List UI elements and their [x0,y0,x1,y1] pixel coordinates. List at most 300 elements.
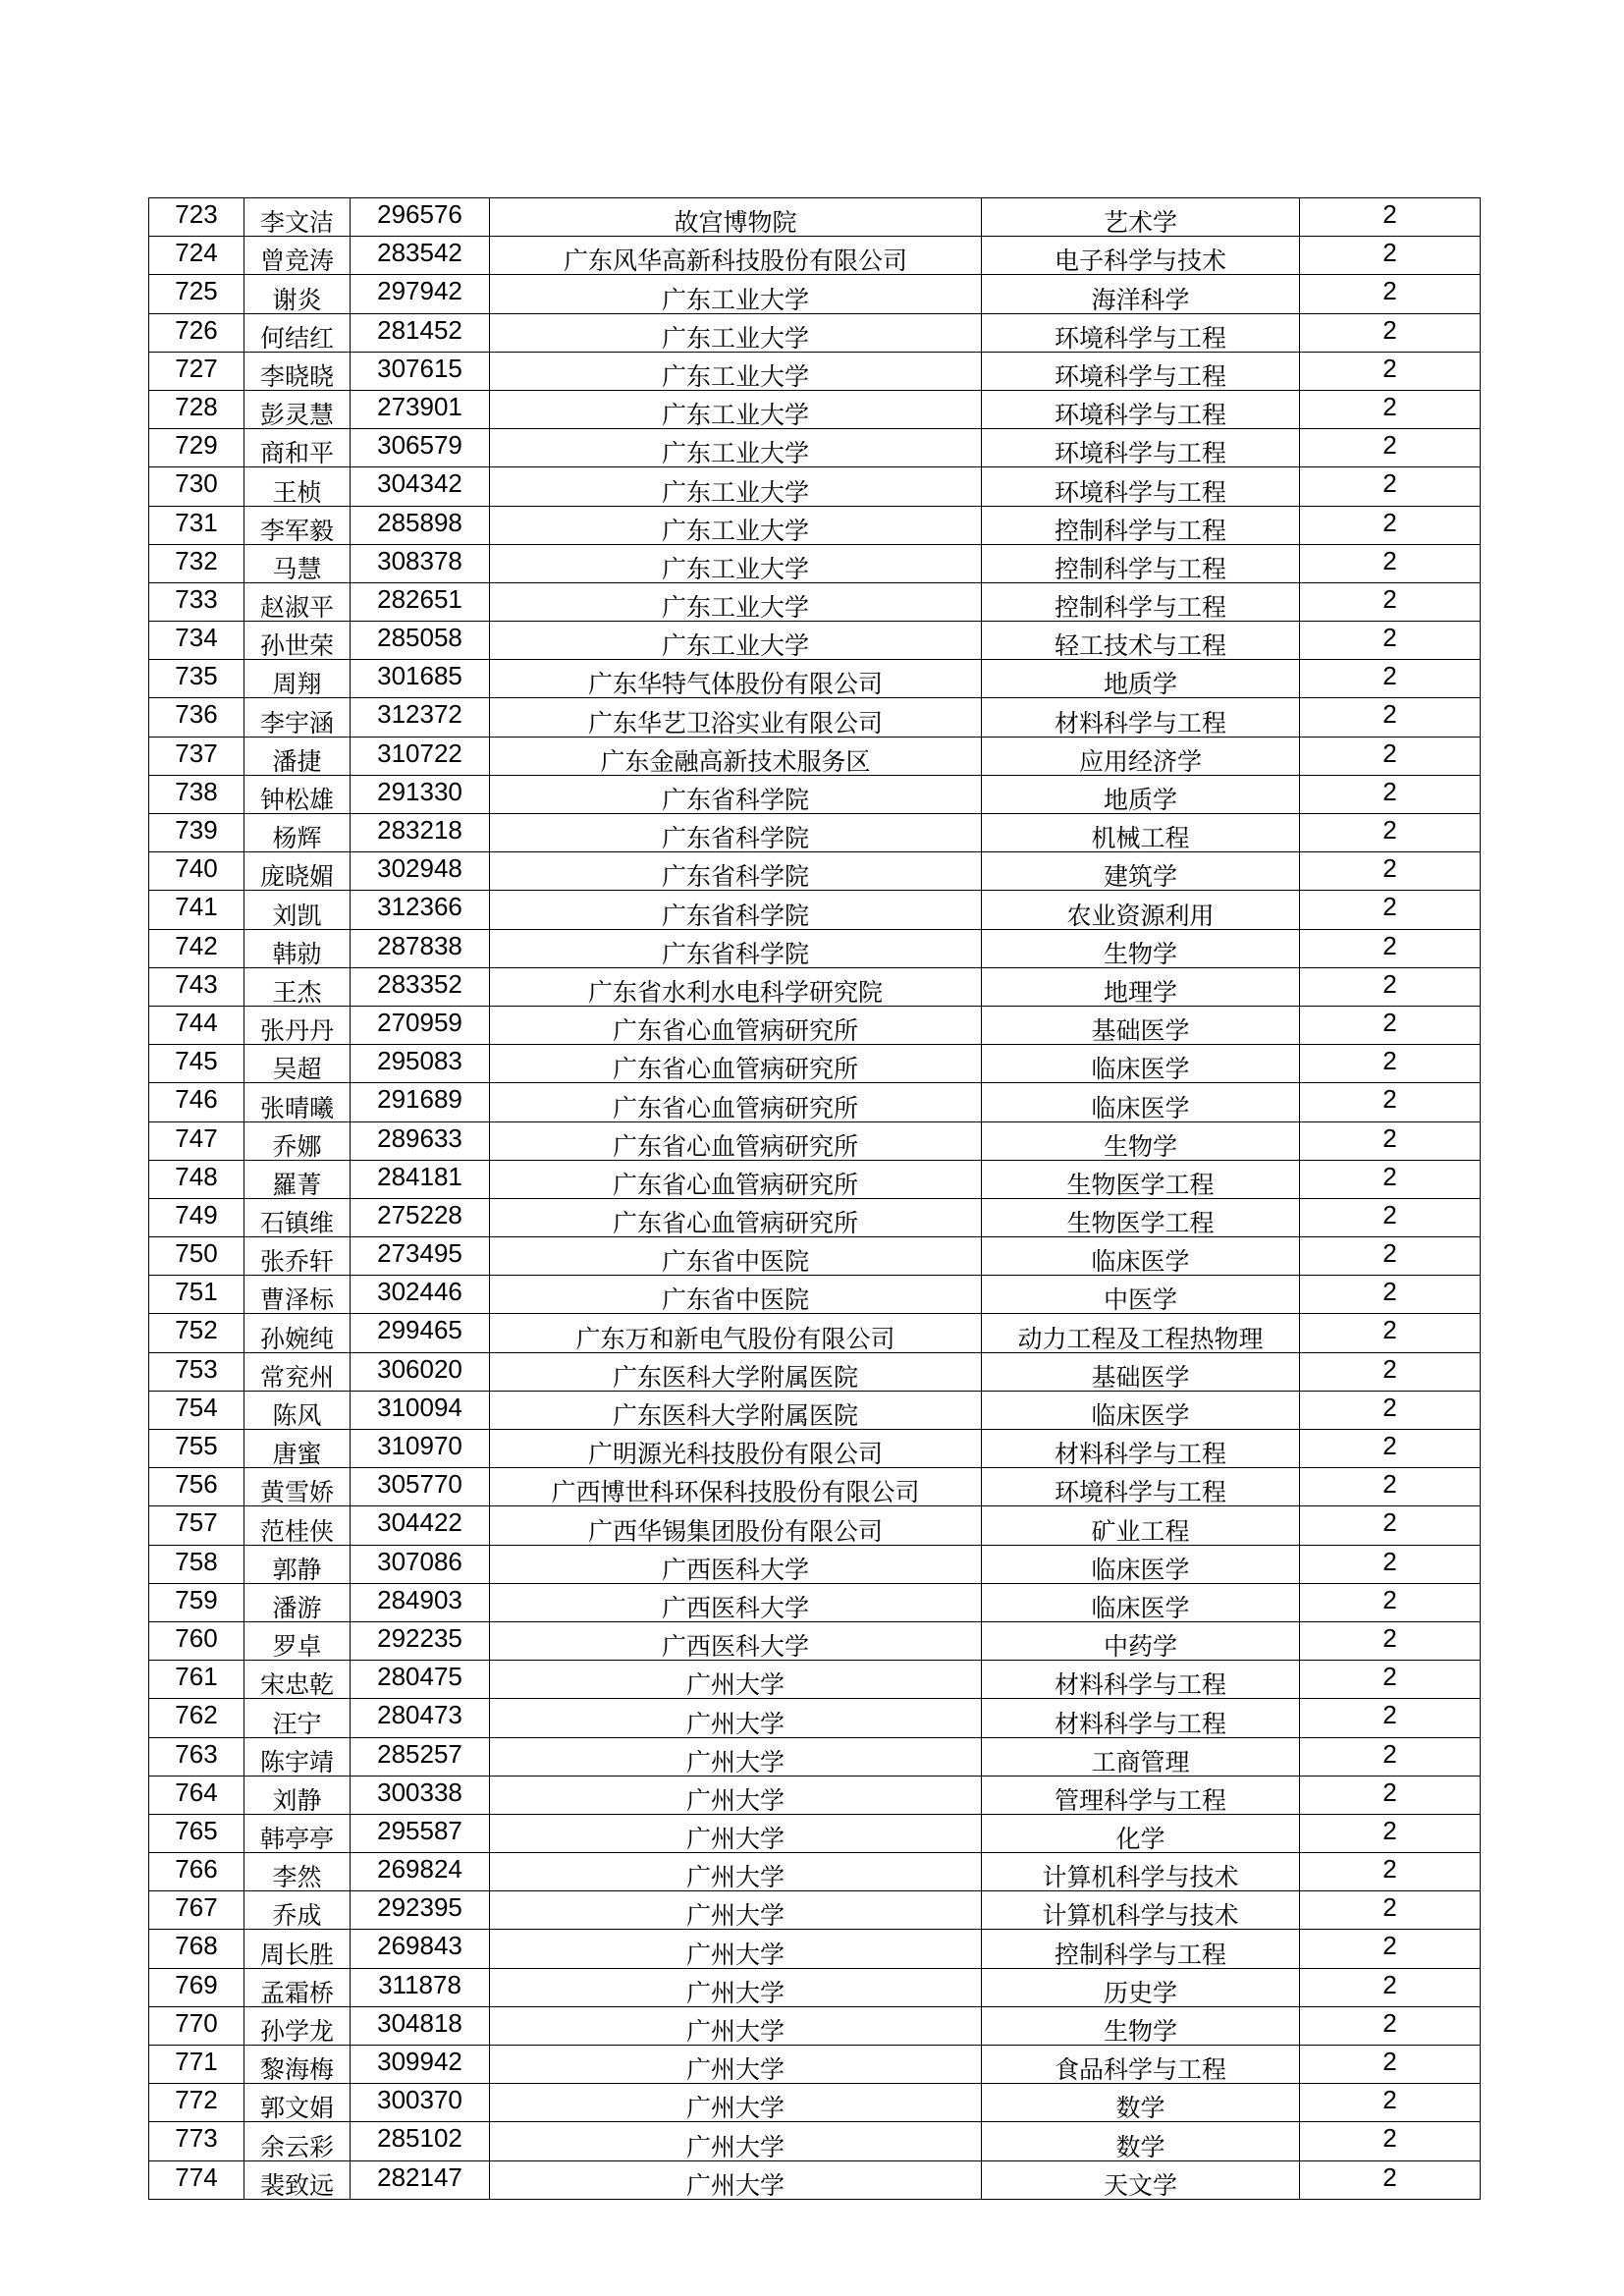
cell-count: 2 [1300,1661,1481,1699]
cell-institution: 广东省心血管病研究所 [490,1121,982,1160]
cell-row-number: 738 [149,775,244,813]
cell-institution: 广东省科学院 [490,891,982,929]
cell-discipline: 电子科学与技术 [982,237,1300,275]
cell-application-id: 301685 [351,660,490,698]
table-row [149,1891,1481,1930]
cell-person-name: 裴致远 [244,2160,351,2199]
cell-application-id: 300338 [351,1776,490,1814]
cell-count: 2 [1300,313,1481,352]
cell-institution: 广东工业大学 [490,622,982,660]
cell-application-id: 309942 [351,2046,490,2084]
cell-person-name: 刘静 [244,1776,351,1814]
cell-row-number: 765 [149,1814,244,1852]
cell-discipline: 化学 [982,1814,1300,1852]
cell-row-number: 724 [149,237,244,275]
cell-count: 2 [1300,929,1481,967]
cell-person-name: 李然 [244,1853,351,1891]
cell-count: 2 [1300,2006,1481,2045]
cell-institution: 广西博世科环保科技股份有限公司 [490,1468,982,1506]
cell-institution: 广州大学 [490,2006,982,2045]
cell-row-number: 770 [149,2006,244,2045]
cell-discipline: 控制科学与工程 [982,544,1300,582]
cell-institution: 广东省心血管病研究所 [490,1083,982,1121]
cell-discipline: 地质学 [982,660,1300,698]
table-row [149,1621,1481,1660]
table-row [149,390,1481,428]
cell-discipline: 农业资源利用 [982,891,1300,929]
table-row [149,1814,1481,1852]
cell-row-number: 723 [149,198,244,237]
cell-count: 2 [1300,1853,1481,1891]
table-row [149,506,1481,544]
cell-count: 2 [1300,429,1481,467]
cell-count: 2 [1300,1352,1481,1391]
cell-count: 2 [1300,1891,1481,1930]
cell-application-id: 287838 [351,929,490,967]
cell-person-name: 黎海梅 [244,2046,351,2084]
cell-application-id: 280473 [351,1699,490,1737]
cell-discipline: 中药学 [982,1621,1300,1660]
cell-application-id: 285058 [351,622,490,660]
cell-row-number: 745 [149,1045,244,1083]
cell-application-id: 269843 [351,1930,490,1968]
cell-row-number: 771 [149,2046,244,2084]
cell-discipline: 管理科学与工程 [982,1776,1300,1814]
cell-discipline: 历史学 [982,1968,1300,2006]
table-row [149,582,1481,621]
cell-discipline: 工商管理 [982,1737,1300,1776]
cell-institution: 广东省心血管病研究所 [490,1045,982,1083]
cell-discipline: 生物学 [982,929,1300,967]
cell-count: 2 [1300,1045,1481,1083]
cell-discipline: 临床医学 [982,1391,1300,1429]
table-row [149,1737,1481,1776]
cell-application-id: 310722 [351,737,490,775]
cell-person-name: 王桢 [244,467,351,506]
cell-row-number: 740 [149,852,244,891]
cell-count: 2 [1300,2084,1481,2122]
table-row [149,275,1481,313]
cell-person-name: 刘凯 [244,891,351,929]
cell-institution: 广东华特气体股份有限公司 [490,660,982,698]
cell-institution: 广州大学 [490,2084,982,2122]
data-table [148,197,1481,2200]
cell-count: 2 [1300,544,1481,582]
table-row [149,737,1481,775]
cell-discipline: 生物医学工程 [982,1160,1300,1198]
cell-institution: 广东省科学院 [490,814,982,852]
cell-discipline: 控制科学与工程 [982,1930,1300,1968]
cell-institution: 广东省科学院 [490,852,982,891]
cell-person-name: 乔娜 [244,1121,351,1160]
cell-institution: 广东省心血管病研究所 [490,1006,982,1044]
cell-count: 2 [1300,814,1481,852]
cell-discipline: 控制科学与工程 [982,582,1300,621]
cell-count: 2 [1300,237,1481,275]
cell-application-id: 291689 [351,1083,490,1121]
cell-institution: 故宫博物院 [490,198,982,237]
table-row [149,1853,1481,1891]
cell-row-number: 733 [149,582,244,621]
cell-person-name: 汪宁 [244,1699,351,1737]
table-row [149,929,1481,967]
cell-person-name: 张丹丹 [244,1006,351,1044]
cell-row-number: 729 [149,429,244,467]
cell-institution: 广东工业大学 [490,506,982,544]
cell-row-number: 756 [149,1468,244,1506]
cell-count: 2 [1300,1583,1481,1621]
cell-count: 2 [1300,390,1481,428]
cell-person-name: 宋忠乾 [244,1661,351,1699]
cell-person-name: 庞晓媚 [244,852,351,891]
cell-person-name: 韩亭亭 [244,1814,351,1852]
cell-person-name: 王杰 [244,967,351,1006]
cell-count: 2 [1300,1930,1481,1968]
table-row [149,429,1481,467]
cell-count: 2 [1300,1506,1481,1545]
table-row [149,1006,1481,1044]
cell-count: 2 [1300,967,1481,1006]
table-row [149,2160,1481,2199]
cell-application-id: 282147 [351,2160,490,2199]
table-row [149,622,1481,660]
cell-institution: 广东万和新电气股份有限公司 [490,1314,982,1352]
cell-row-number: 753 [149,1352,244,1391]
cell-institution: 广东省水利水电科学研究院 [490,967,982,1006]
cell-institution: 广州大学 [490,2046,982,2084]
cell-count: 2 [1300,1430,1481,1468]
cell-person-name: 石镇维 [244,1198,351,1236]
cell-discipline: 环境科学与工程 [982,313,1300,352]
cell-person-name: 余云彩 [244,2122,351,2160]
cell-row-number: 732 [149,544,244,582]
cell-person-name: 曾竞涛 [244,237,351,275]
cell-institution: 广西华锡集团股份有限公司 [490,1506,982,1545]
cell-count: 2 [1300,1121,1481,1160]
cell-person-name: 陈宇靖 [244,1737,351,1776]
cell-discipline: 材料科学与工程 [982,1661,1300,1699]
cell-institution: 广州大学 [490,2122,982,2160]
cell-discipline: 天文学 [982,2160,1300,2199]
cell-discipline: 轻工技术与工程 [982,622,1300,660]
table-row [149,1661,1481,1699]
cell-application-id: 270959 [351,1006,490,1044]
cell-count: 2 [1300,2122,1481,2160]
cell-application-id: 310094 [351,1391,490,1429]
cell-application-id: 306579 [351,429,490,467]
cell-application-id: 307086 [351,1545,490,1583]
cell-institution: 广东华艺卫浴实业有限公司 [490,698,982,737]
cell-row-number: 773 [149,2122,244,2160]
table-row [149,1045,1481,1083]
cell-row-number: 767 [149,1891,244,1930]
cell-application-id: 306020 [351,1352,490,1391]
cell-row-number: 752 [149,1314,244,1352]
cell-institution: 广州大学 [490,1737,982,1776]
cell-row-number: 758 [149,1545,244,1583]
cell-application-id: 275228 [351,1198,490,1236]
cell-application-id: 295083 [351,1045,490,1083]
cell-institution: 广州大学 [490,1891,982,1930]
table-row [149,1930,1481,1968]
cell-row-number: 744 [149,1006,244,1044]
cell-application-id: 285257 [351,1737,490,1776]
cell-application-id: 304422 [351,1506,490,1545]
cell-application-id: 300370 [351,2084,490,2122]
table-row [149,1237,1481,1276]
cell-discipline: 生物学 [982,2006,1300,2045]
cell-count: 2 [1300,2046,1481,2084]
cell-person-name: 孙婉纯 [244,1314,351,1352]
table-row [149,313,1481,352]
cell-institution: 广东工业大学 [490,544,982,582]
cell-person-name: 潘游 [244,1583,351,1621]
cell-row-number: 730 [149,467,244,506]
cell-row-number: 735 [149,660,244,698]
table-row [149,852,1481,891]
table-row [149,698,1481,737]
cell-person-name: 马慧 [244,544,351,582]
cell-person-name: 郭文娟 [244,2084,351,2122]
cell-row-number: 736 [149,698,244,737]
cell-count: 2 [1300,1006,1481,1044]
table-row [149,775,1481,813]
table-row [149,544,1481,582]
cell-application-id: 283218 [351,814,490,852]
cell-count: 2 [1300,1776,1481,1814]
cell-person-name: 韩勍 [244,929,351,967]
cell-application-id: 273901 [351,390,490,428]
cell-person-name: 张晴曦 [244,1083,351,1121]
cell-discipline: 环境科学与工程 [982,352,1300,390]
cell-person-name: 李军毅 [244,506,351,544]
table-row [149,1583,1481,1621]
cell-person-name: 曹泽标 [244,1276,351,1314]
table-row [149,1699,1481,1737]
cell-application-id: 281452 [351,313,490,352]
cell-institution: 广东工业大学 [490,352,982,390]
cell-application-id: 304342 [351,467,490,506]
cell-count: 2 [1300,1699,1481,1737]
cell-institution: 广州大学 [490,1968,982,2006]
cell-discipline: 生物学 [982,1121,1300,1160]
cell-discipline: 材料科学与工程 [982,1430,1300,1468]
cell-discipline: 动力工程及工程热物理 [982,1314,1300,1352]
cell-discipline: 中医学 [982,1276,1300,1314]
table-row [149,1468,1481,1506]
cell-institution: 广东工业大学 [490,313,982,352]
cell-person-name: 李文洁 [244,198,351,237]
cell-institution: 广东风华高新科技股份有限公司 [490,237,982,275]
table-row [149,1352,1481,1391]
cell-application-id: 308378 [351,544,490,582]
cell-application-id: 299465 [351,1314,490,1352]
cell-discipline: 环境科学与工程 [982,1468,1300,1506]
cell-person-name: 张乔轩 [244,1237,351,1276]
cell-row-number: 768 [149,1930,244,1968]
cell-person-name: 李宇涵 [244,698,351,737]
cell-discipline: 材料科学与工程 [982,1699,1300,1737]
cell-person-name: 范桂侠 [244,1506,351,1545]
cell-count: 2 [1300,891,1481,929]
cell-count: 2 [1300,1314,1481,1352]
table-row [149,1430,1481,1468]
cell-count: 2 [1300,275,1481,313]
cell-application-id: 289633 [351,1121,490,1160]
cell-discipline: 基础医学 [982,1006,1300,1044]
cell-row-number: 750 [149,1237,244,1276]
cell-count: 2 [1300,1276,1481,1314]
cell-institution: 广州大学 [490,1930,982,1968]
cell-row-number: 757 [149,1506,244,1545]
cell-row-number: 725 [149,275,244,313]
cell-person-name: 羅菁 [244,1160,351,1198]
cell-application-id: 312372 [351,698,490,737]
cell-discipline: 数学 [982,2122,1300,2160]
cell-count: 2 [1300,198,1481,237]
cell-discipline: 生物医学工程 [982,1198,1300,1236]
cell-row-number: 754 [149,1391,244,1429]
table-row [149,891,1481,929]
cell-institution: 广州大学 [490,1699,982,1737]
cell-institution: 广东医科大学附属医院 [490,1352,982,1391]
table-row [149,1776,1481,1814]
cell-person-name: 乔成 [244,1891,351,1930]
cell-institution: 广东省科学院 [490,775,982,813]
cell-application-id: 295587 [351,1814,490,1852]
cell-row-number: 772 [149,2084,244,2122]
cell-application-id: 307615 [351,352,490,390]
cell-application-id: 296576 [351,198,490,237]
cell-discipline: 环境科学与工程 [982,390,1300,428]
table-row [149,1276,1481,1314]
cell-person-name: 周长胜 [244,1930,351,1968]
cell-institution: 广西医科大学 [490,1545,982,1583]
cell-discipline: 临床医学 [982,1583,1300,1621]
cell-person-name: 李晓晓 [244,352,351,390]
cell-discipline: 矿业工程 [982,1506,1300,1545]
cell-row-number: 741 [149,891,244,929]
cell-person-name: 谢炎 [244,275,351,313]
cell-row-number: 749 [149,1198,244,1236]
cell-application-id: 302446 [351,1276,490,1314]
cell-institution: 广东省科学院 [490,929,982,967]
table-row [149,814,1481,852]
cell-application-id: 280475 [351,1661,490,1699]
cell-row-number: 774 [149,2160,244,2199]
cell-discipline: 临床医学 [982,1045,1300,1083]
cell-row-number: 759 [149,1583,244,1621]
cell-row-number: 742 [149,929,244,967]
cell-count: 2 [1300,1968,1481,2006]
cell-person-name: 赵淑平 [244,582,351,621]
cell-discipline: 应用经济学 [982,737,1300,775]
cell-person-name: 吴超 [244,1045,351,1083]
cell-row-number: 755 [149,1430,244,1468]
cell-count: 2 [1300,1198,1481,1236]
cell-discipline: 食品科学与工程 [982,2046,1300,2084]
cell-row-number: 751 [149,1276,244,1314]
table-row [149,352,1481,390]
cell-row-number: 739 [149,814,244,852]
cell-discipline: 控制科学与工程 [982,506,1300,544]
cell-application-id: 283542 [351,237,490,275]
table-row [149,1083,1481,1121]
cell-row-number: 727 [149,352,244,390]
cell-person-name: 孟霜桥 [244,1968,351,2006]
cell-count: 2 [1300,1737,1481,1776]
cell-institution: 广东医科大学附属医院 [490,1391,982,1429]
cell-person-name: 唐蜜 [244,1430,351,1468]
cell-person-name: 郭静 [244,1545,351,1583]
cell-discipline: 基础医学 [982,1352,1300,1391]
cell-institution: 广西医科大学 [490,1583,982,1621]
cell-row-number: 761 [149,1661,244,1699]
cell-discipline: 机械工程 [982,814,1300,852]
table-row [149,2006,1481,2045]
cell-application-id: 282651 [351,582,490,621]
cell-application-id: 310970 [351,1430,490,1468]
cell-count: 2 [1300,1621,1481,1660]
cell-institution: 广州大学 [490,1814,982,1852]
cell-application-id: 284903 [351,1583,490,1621]
cell-application-id: 273495 [351,1237,490,1276]
cell-person-name: 常兖州 [244,1352,351,1391]
cell-application-id: 283352 [351,967,490,1006]
cell-count: 2 [1300,622,1481,660]
table-body [149,198,1481,2200]
cell-application-id: 291330 [351,775,490,813]
cell-person-name: 彭灵慧 [244,390,351,428]
cell-institution: 广东工业大学 [490,429,982,467]
cell-discipline: 环境科学与工程 [982,467,1300,506]
cell-application-id: 284181 [351,1160,490,1198]
cell-discipline: 临床医学 [982,1237,1300,1276]
cell-institution: 广东工业大学 [490,582,982,621]
cell-application-id: 285102 [351,2122,490,2160]
cell-count: 2 [1300,467,1481,506]
cell-row-number: 737 [149,737,244,775]
cell-count: 2 [1300,852,1481,891]
cell-person-name: 何结红 [244,313,351,352]
table-row [149,1506,1481,1545]
cell-application-id: 304818 [351,2006,490,2045]
cell-count: 2 [1300,582,1481,621]
table-row [149,1968,1481,2006]
table-row [149,2046,1481,2084]
cell-count: 2 [1300,1468,1481,1506]
cell-count: 2 [1300,698,1481,737]
cell-count: 2 [1300,352,1481,390]
cell-application-id: 312366 [351,891,490,929]
cell-institution: 广州大学 [490,1853,982,1891]
cell-row-number: 766 [149,1853,244,1891]
cell-person-name: 罗卓 [244,1621,351,1660]
cell-discipline: 材料科学与工程 [982,698,1300,737]
cell-application-id: 269824 [351,1853,490,1891]
cell-row-number: 764 [149,1776,244,1814]
cell-count: 2 [1300,660,1481,698]
cell-row-number: 748 [149,1160,244,1198]
cell-row-number: 746 [149,1083,244,1121]
cell-person-name: 陈风 [244,1391,351,1429]
table-row [149,2122,1481,2160]
table-row [149,660,1481,698]
cell-person-name: 商和平 [244,429,351,467]
table-row [149,198,1481,237]
cell-institution: 广东省心血管病研究所 [490,1198,982,1236]
table-row [149,1545,1481,1583]
